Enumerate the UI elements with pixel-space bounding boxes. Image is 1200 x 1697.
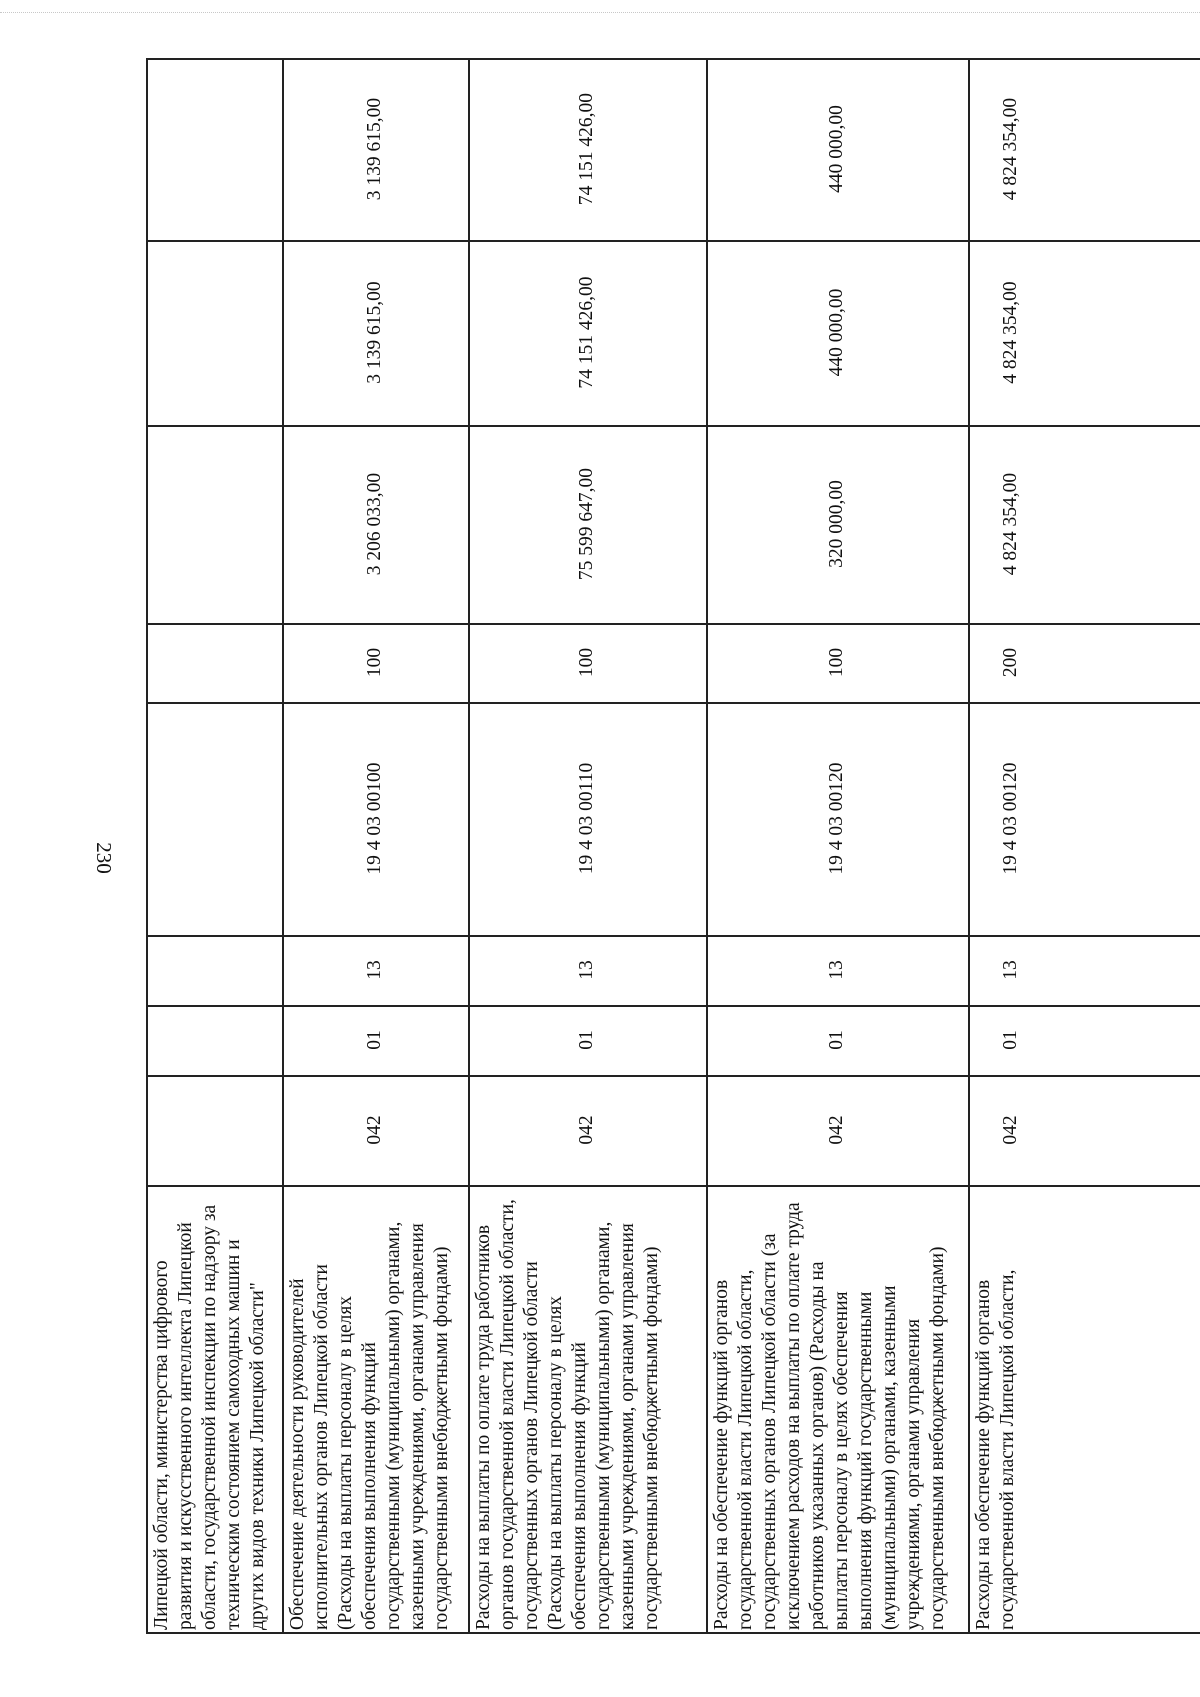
amount-cell: 3 139 615,00 <box>364 97 385 201</box>
code-cell: 042 <box>826 1115 847 1145</box>
amount-cell: 4 824 354,00 <box>1000 97 1021 201</box>
table-grid-line <box>146 702 1200 704</box>
table-grid-line <box>146 623 1200 625</box>
description-cell: Расходы на обеспечение функций органов государственной власти Липецкой области, <box>973 1269 1018 1630</box>
table-grid-line <box>146 1632 1200 1634</box>
description-cell: Расходы на обеспечение функций органов государственной власти Липецкой области, государственных органов Липецкой области (за исключением расходов на выплаты по оплате труда работников указанных органов) (Расходы на выплаты персоналу в целях обеспечения выполнения функций государственными (муниципальными) органами, казенными учреждениями, органами управления государственными внебюджетными фондами) <box>711 1202 948 1630</box>
table-grid-line <box>146 425 1200 427</box>
code-cell: 042 <box>576 1115 597 1145</box>
code-cell: 01 <box>1000 1030 1021 1050</box>
amount-cell: 320 000,00 <box>826 480 847 568</box>
code-cell: 13 <box>1000 960 1021 980</box>
amount-cell: 440 000,00 <box>826 288 847 377</box>
table-grid-line <box>146 1185 1200 1187</box>
table-grid-line <box>968 58 970 1634</box>
page-number: 230 <box>92 842 116 874</box>
code-cell: 100 <box>576 647 597 678</box>
code-cell: 19 4 03 00100 <box>364 762 385 875</box>
code-cell: 13 <box>576 960 597 980</box>
description-cell: Липецкой области, министерства цифрового развития и искусственного интеллекта Липецкой области, государственной инспекции по надзору за техническим состоянием самоходных машин и других видов техники Липецкой области" <box>151 1204 268 1630</box>
amount-cell: 3 139 615,00 <box>364 281 385 384</box>
table-grid-line <box>706 58 708 1634</box>
table-grid-line <box>146 58 148 1634</box>
code-cell: 01 <box>364 1030 385 1050</box>
code-cell: 19 4 03 00120 <box>1000 762 1021 875</box>
code-cell: 01 <box>576 1030 597 1050</box>
code-cell: 100 <box>826 647 847 678</box>
table-grid-line <box>282 58 284 1634</box>
code-cell: 200 <box>1000 647 1021 678</box>
code-cell: 19 4 03 00110 <box>576 762 597 875</box>
code-cell: 13 <box>364 960 385 980</box>
description-cell: Расходы на выплаты по оплате труда работников органов государственной власти Липецкой области, государственных органов Липецкой области (Расходы на выплаты персоналу в целях обеспечения выполнения функций государственными (муниципальными) органами, казенными учреждениями, органами управления государственными внебюджетными фондами) <box>473 1199 662 1630</box>
code-cell: 13 <box>826 960 847 980</box>
amount-cell: 74 151 426,00 <box>576 92 597 206</box>
code-cell: 042 <box>364 1115 385 1145</box>
table-grid-line <box>146 240 1200 242</box>
code-cell: 042 <box>1000 1115 1021 1145</box>
amount-cell: 75 599 647,00 <box>576 467 597 581</box>
amount-cell: 440 000,00 <box>826 105 847 193</box>
table-grid-line <box>146 1075 1200 1077</box>
amount-cell: 74 151 426,00 <box>576 276 597 389</box>
amount-cell: 4 824 354,00 <box>1000 281 1021 384</box>
amount-cell: 3 206 033,00 <box>364 472 385 576</box>
code-cell: 01 <box>826 1030 847 1050</box>
table-grid-line <box>146 1005 1200 1007</box>
table-grid-line <box>468 58 470 1634</box>
table-grid-line <box>146 935 1200 937</box>
code-cell: 100 <box>364 647 385 678</box>
amount-cell: 4 824 354,00 <box>1000 472 1021 576</box>
description-cell: Обеспечение деятельности руководителей исполнительных органов Липецкой области (Расходы на выплаты персоналу в целях обеспечения выполнения функций государственными (муниципальными) органами, казенными учреждениями, органами управления государственными внебюджетными фондами) <box>287 1221 452 1630</box>
table-grid-line <box>146 58 1200 60</box>
code-cell: 19 4 03 00120 <box>826 762 847 875</box>
